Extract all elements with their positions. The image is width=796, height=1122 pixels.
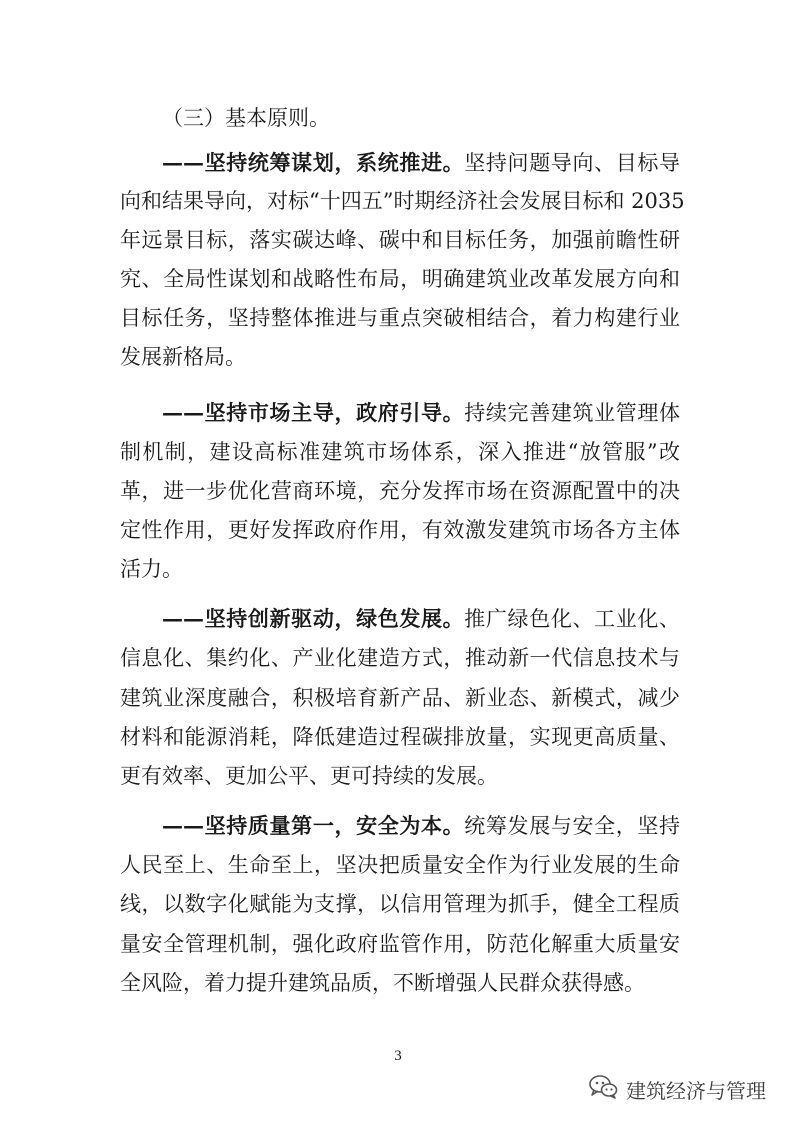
paragraph-2-line-2: 制机制，建设高标准建筑市场体系，深入推进“放管服”改 — [120, 440, 680, 464]
paragraph-4-lead: ——坚持质量第一，安全为本。 — [162, 813, 465, 838]
page-number: 3 — [394, 1048, 402, 1064]
paragraph-3-lead: ——坚持创新驱动，绿色发展。 — [162, 606, 465, 631]
paragraph-4-line-1-text: 统筹发展与安全，坚持 — [464, 814, 681, 838]
paragraph-4-line-2: 人民至上、生命至上，坚决把质量安全作为行业发展的生命 — [120, 853, 680, 877]
paragraph-1-line-5: 目标任务，坚持整体推进与重点突破相结合，着力构建行业 — [120, 306, 680, 330]
section-heading: （三）基本原则。 — [162, 106, 330, 130]
paragraph-4-line-3: 线，以数字化赋能为支撑，以信用管理为抓手，健全工程质 — [120, 892, 680, 916]
paragraph-1-line-4: 究、全局性谋划和战略性布局，明确建筑业改革发展方向和 — [120, 267, 680, 291]
paragraph-4-line-5: 全风险，着力提升建筑品质，不断增强人民群众获得感。 — [120, 971, 645, 995]
paragraph-3-line-1-text: 推广绿色化、工业化、 — [464, 607, 681, 631]
paragraph-2-lead: ——坚持市场主导，政府引导。 — [162, 400, 465, 425]
paragraph-1-line-3: 年远景目标，落实碳达峰、碳中和目标任务，加强前瞻性研 — [120, 228, 680, 252]
paragraph-3-line-1 — [162, 604, 680, 634]
paragraph-3-line-2: 信息化、集约化、产业化建造方式，推动新一代信息技术与 — [120, 646, 680, 670]
paragraph-2-line-1 — [162, 398, 680, 428]
paragraph-2-line-3: 革，进一步优化营商环境，充分发挥市场在资源配置中的决 — [120, 479, 680, 503]
watermark — [588, 1074, 766, 1105]
paragraph-3-line-3: 建筑业深度融合，积极培育新产品、新业态、新模式，减少 — [120, 686, 680, 710]
paragraph-4-line-1 — [162, 811, 680, 841]
paragraph-3-line-4: 材料和能源消耗，降低建造过程碳排放量，实现更高质量、 — [120, 725, 680, 749]
paragraph-3-line-5: 更有效率、更加公平、更可持续的发展。 — [120, 764, 498, 788]
paragraph-1-line-1 — [162, 148, 680, 178]
watermark-text: 建筑经济与管理 — [626, 1079, 766, 1103]
wechat-icon — [588, 1074, 618, 1105]
paragraph-2-line-1-text: 持续完善建筑业管理体 — [464, 401, 681, 425]
paragraph-2-line-5: 活力。 — [120, 557, 183, 581]
paragraph-1-line-2: 向和结果导向，对标“十四五”时期经济社会发展目标和 2035 — [120, 189, 685, 213]
paragraph-4-line-4: 量安全管理机制，强化政府监管作用，防范化解重大质量安 — [120, 932, 680, 956]
paragraph-1-line-6: 发展新格局。 — [120, 345, 246, 369]
paragraph-1-line-1-text: 坚持问题导向、目标导 — [464, 151, 681, 175]
paragraph-1-lead: ——坚持统筹谋划，系统推进。 — [162, 150, 465, 175]
paragraph-2-line-4: 定性作用，更好发挥政府作用，有效激发建筑市场各方主体 — [120, 518, 680, 542]
